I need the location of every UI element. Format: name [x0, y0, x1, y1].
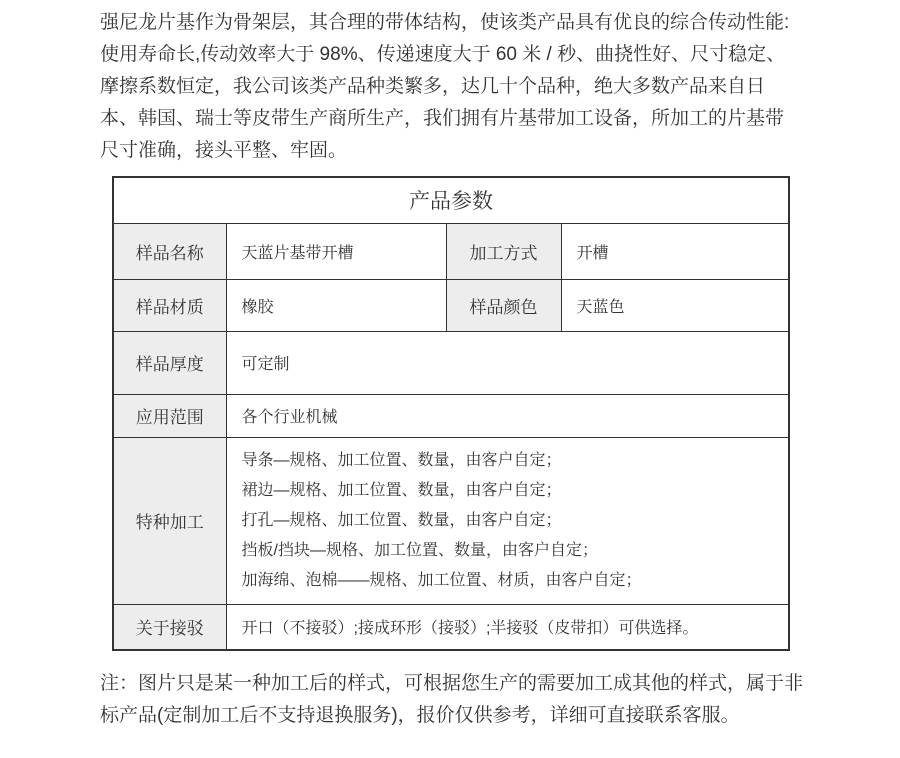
param-value-sample-color: 天蓝色 [561, 279, 789, 331]
param-label-sample-name: 样品名称 [113, 223, 226, 279]
param-value-processing-method: 开槽 [561, 223, 789, 279]
product-params-table [112, 176, 790, 651]
table-title: 产品参数 [113, 177, 789, 223]
table-row [113, 331, 789, 394]
param-value-sample-name: 天蓝片基带开槽 [226, 223, 446, 279]
intro-paragraph: 强尼龙片基作为骨架层，其合理的带体结构，使该类产品具有优良的综合传动性能: 使用寿命长,传动效率大于 98%、传递速度大于 60 米 / 秒、曲挠性好、尺寸稳定、摩擦系数恒定，我公司该类产品种类繁多，达几十个品种，绝大多数产品来自日本、韩国、瑞士等皮带生产商所生产，我们拥有片基带加工设备，所加工的片基带尺寸准确，接头平整、牢固。 [100, 12, 790, 161]
special-processing-line: 导条—规格、加工位置、数量，由客户自定； [241, 451, 562, 469]
param-value-sample-thickness: 可定制 [226, 331, 789, 394]
param-label-sample-thickness: 样品厚度 [113, 331, 226, 394]
param-label-processing-method: 加工方式 [446, 223, 561, 279]
special-processing-line: 打孔—规格、加工位置、数量，由客户自定； [241, 511, 562, 529]
table-row [113, 223, 789, 279]
param-value-splicing: 开口（不接驳）;接成环形（接驳）;半接驳（皮带扣）可供选择。 [226, 604, 789, 650]
param-value-sample-material: 橡胶 [226, 279, 446, 331]
footnote-paragraph: 注：图片只是某一种加工后的样式，可根据您生产的需要加工成其他的样式，属于非标产品(定制加工后不支持退换服务)，报价仅供参考，详细可直接联系客服。 [100, 673, 804, 726]
param-label-special-processing: 特种加工 [113, 437, 226, 604]
table-row [113, 437, 789, 604]
param-label-sample-material: 样品材质 [113, 279, 226, 331]
param-label-splicing: 关于接驳 [113, 604, 226, 650]
special-processing-line: 挡板/挡块—规格、加工位置、数量，由客户自定； [241, 541, 598, 559]
param-label-application-scope: 应用范围 [113, 394, 226, 437]
param-value-special-processing [226, 437, 789, 604]
table-row [113, 394, 789, 437]
special-processing-line: 加海绵、泡棉——规格、加工位置、材质，由客户自定； [241, 571, 642, 589]
table-row [113, 279, 789, 331]
param-label-sample-color: 样品颜色 [446, 279, 561, 331]
param-value-application-scope: 各个行业机械 [226, 394, 789, 437]
table-title-row [113, 177, 789, 223]
table-row [113, 604, 789, 650]
special-processing-line: 裙边—规格、加工位置、数量，由客户自定； [241, 481, 562, 499]
